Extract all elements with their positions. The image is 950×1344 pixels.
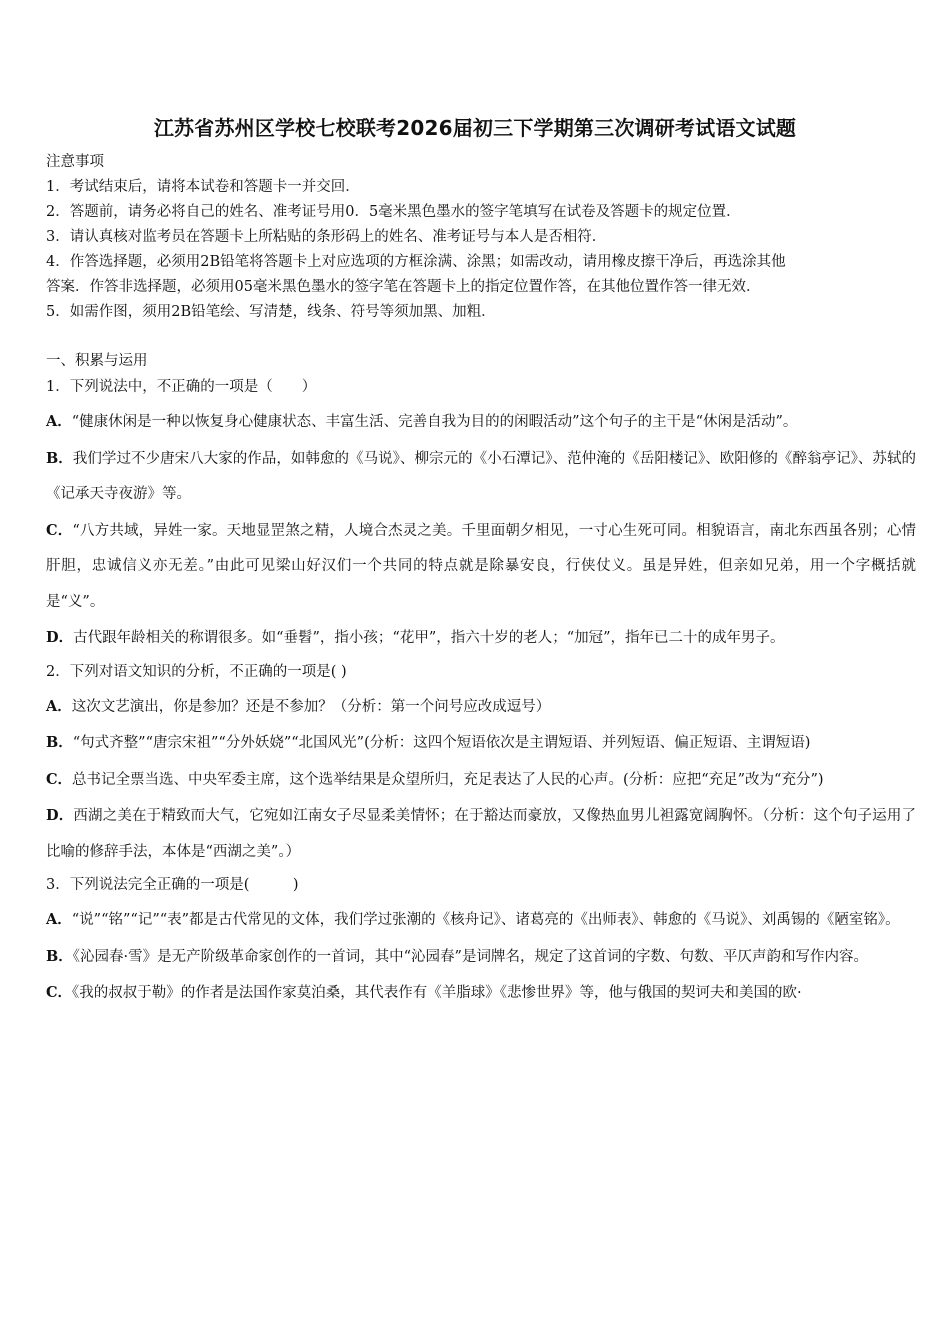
option-c bbox=[46, 513, 916, 621]
notice-heading: 注意事项 bbox=[46, 154, 104, 170]
option-a bbox=[46, 689, 916, 726]
option-c bbox=[46, 762, 916, 799]
option-text: 《我的叔叔于勒》的作者是法国作家莫泊桑，其代表作有《羊脂球》《悲惨世界》等，他与俄国的契诃夫和美国的欧· bbox=[72, 985, 802, 1001]
option-text: “句式齐整”“唐宗宋祖”“分外妖娆”“北国风光”(分析：这四个短语依次是主谓短语、并列短语、偏正短语、主谓短语) bbox=[72, 735, 811, 751]
notice-item: 答案．作答非选择题，必须用05毫米黑色墨水的签字笔在答题卡上的指定位置作答，在其他位置作答一律无效． bbox=[46, 279, 761, 295]
question-stem: 2．下列对语文知识的分析，不正确的一项是( ) bbox=[46, 663, 347, 680]
notice-block bbox=[46, 150, 916, 325]
option-text: 我们学过不少唐宋八大家的作品，如韩愈的《马说》、柳宗元的《小石潭记》、范仲淹的《岳阳楼记》、欧阳修的《醉翁亭记》、苏轼的《记承天寺夜游》等。 bbox=[46, 450, 916, 502]
option-text: “说”“铭”“记”“表”都是古代常见的文体，我们学过张潮的《核舟记》、诸葛亮的《出师表》、韩愈的《马说》、刘禹锡的《陋室铭》。 bbox=[71, 912, 900, 928]
option-letter: C． bbox=[46, 984, 73, 1001]
option-text: 总书记全票当选、中央军委主席，这个选举结果是众望所归，充足表达了人民的心声。(分析：应把“充足”改为“充分”) bbox=[72, 771, 824, 788]
option-letter: A． bbox=[46, 413, 72, 430]
page-title: 江苏省苏州区学校七校联考2026届初三下学期第三次调研考试语文试题 bbox=[153, 116, 797, 140]
option-text: 这次文艺演出，你是参加？还是不参加？（分析：第一个问号应改成逗号） bbox=[71, 698, 551, 715]
questions-body bbox=[46, 372, 916, 1012]
option-d bbox=[46, 798, 916, 870]
option-text: “健康休闲是一种以恢复身心健康状态、丰富生活、完善自我为目的的闲暇活动”这个句子的主干是“休闲是活动”。 bbox=[71, 414, 798, 430]
option-text: 《沁园春·雪》是无产阶级革命家创作的一首词，其中“沁园春”是词牌名，规定了这首词的字数、句数、平仄声韵和写作内容。 bbox=[72, 948, 868, 965]
option-letter: A． bbox=[46, 697, 72, 715]
option-letter: B． bbox=[46, 947, 73, 965]
question-2 bbox=[46, 659, 916, 871]
question-3 bbox=[46, 872, 916, 1012]
option-letter: D． bbox=[46, 807, 74, 824]
option-a bbox=[46, 902, 916, 939]
option-letter: C． bbox=[46, 521, 73, 539]
notice-item: 1．考试结束后，请将本试卷和答题卡一并交回． bbox=[46, 179, 360, 195]
notice-item: 3．请认真核对监考员在答题卡上所粘贴的条形码上的姓名、准考证号与本人是否相符． bbox=[46, 229, 607, 245]
option-text: “八方共域，异姓一家。天地显罡煞之精，人境合杰灵之美。千里面朝夕相见，一寸心生死可同。相貌语言，南北东西虽各别；心情肝胆，忠诚信义亦无差。”由此可见梁山好汉们一个共同的特点就是除暴安良，行侠仗义。虽是异姓，但亲如兄弟，用一个字概括就是“义”。 bbox=[46, 522, 916, 610]
notice-item: 5．如需作图，须用2B铅笔绘、写清楚，线条、符号等须加黑、加粗． bbox=[46, 304, 496, 320]
option-c bbox=[46, 975, 916, 1012]
option-letter: A． bbox=[46, 911, 72, 928]
option-letter: D． bbox=[46, 629, 74, 646]
notice-item: 4．作答选择题，必须用2B铅笔将答题卡上对应选项的方框涂满、涂黑；如需改动，请用橡皮擦干净后，再选涂其他 bbox=[46, 254, 786, 270]
section-heading: 一、积累与运用 bbox=[46, 353, 148, 369]
option-d bbox=[46, 620, 916, 657]
option-text: 古代跟年龄相关的称谓很多。如“垂髫”，指小孩；“花甲”，指六十岁的老人；“加冠”，指年已二十的成年男子。 bbox=[73, 630, 785, 646]
option-b bbox=[46, 725, 916, 762]
option-a bbox=[46, 404, 916, 441]
option-letter: C． bbox=[46, 770, 73, 788]
question-stem: 3．下列说法完全正确的一项是( ) bbox=[46, 877, 299, 893]
option-text: 西湖之美在于精致而大气，它宛如江南女子尽显柔美情怀；在于豁达而豪放，又像热血男儿袒露宽阔胸怀。（分析：这个句子运用了比喻的修辞手法，本体是“西湖之美”。） bbox=[46, 808, 916, 860]
notice-item: 2．答题前，请务必将自己的姓名、准考证号用0．5毫米黑色墨水的签字笔填写在试卷及答题卡的规定位置． bbox=[46, 204, 741, 220]
option-b bbox=[46, 939, 916, 976]
question-1 bbox=[46, 374, 916, 657]
question-stem: 1．下列说法中，不正确的一项是（ ） bbox=[46, 379, 317, 395]
option-letter: B． bbox=[46, 449, 73, 467]
option-letter: B． bbox=[46, 734, 73, 751]
option-b bbox=[46, 441, 916, 513]
